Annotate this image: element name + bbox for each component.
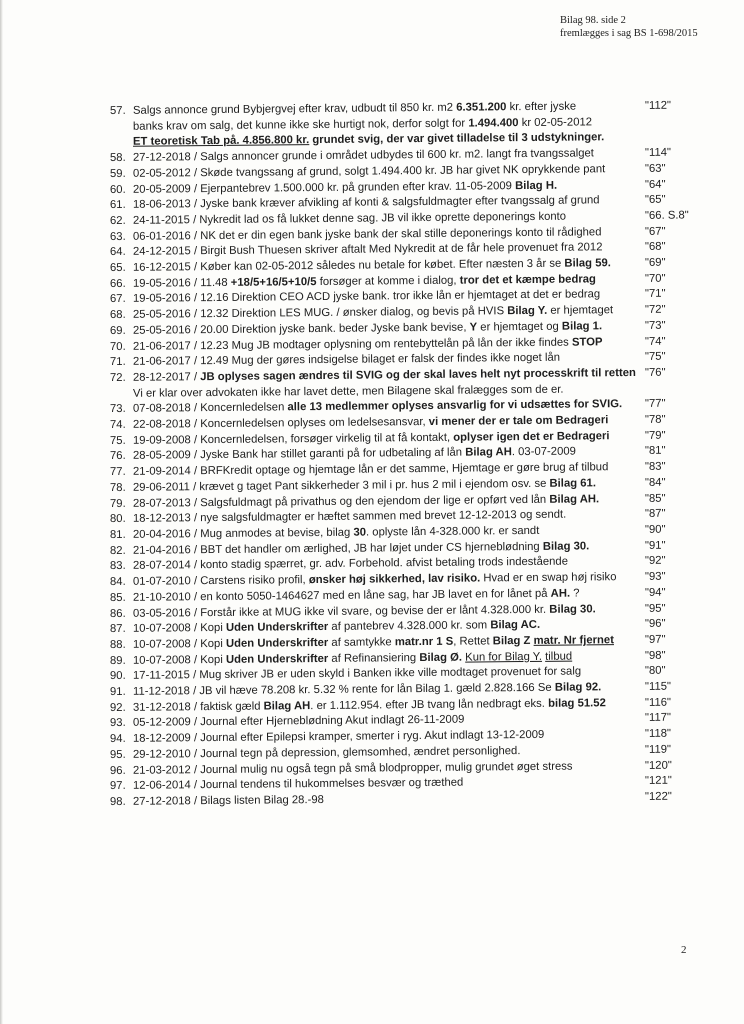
emphasis-text: Bilag 92. <box>554 681 602 694</box>
text-run: 28-05-2009 / Jyske Bank har stillet garanti på for udbetaling af lån <box>132 447 466 463</box>
item-number: 95. <box>109 748 126 761</box>
item-number: 58. <box>109 151 126 165</box>
text-run: 03-05-2016 / Forstår ikke at MUG ikke vil svare, og bevise der er lånt 4.328.000 kr. <box>132 603 550 620</box>
emphasis-text: alle 13 medlemmer oplyses ansvarlig for vi udsættes for SVIG. <box>287 398 623 414</box>
item-reference: "68" <box>644 240 666 254</box>
item-reference: "63" <box>644 162 666 175</box>
item-text <box>133 147 594 163</box>
emphasis-text: Bilag AH <box>465 446 512 460</box>
text-run: kr 02-05-2012 <box>518 116 593 129</box>
item-text <box>133 587 580 603</box>
item-text <box>133 603 596 619</box>
text-run: . oplyste lån 4-328.000 kr. er sandt <box>365 524 540 539</box>
emphasis-text: vi mener der er tale om Bedrageri <box>428 414 609 429</box>
item-text <box>133 132 604 149</box>
emphasis-text: ønsker høj sikkerhed, lav risiko. <box>308 572 481 587</box>
item-reference: "70" <box>644 272 666 285</box>
emphasis-text: Bilag H. <box>514 179 558 192</box>
item-number: 57. <box>109 104 126 117</box>
item-text <box>133 179 557 195</box>
item-text <box>133 493 599 509</box>
text-run: 27-12-2018 / Salgs annoncer grunde i området udbydes til 600 kr. m2. langt fra tvangssalget <box>132 147 594 164</box>
text-run: 21-06-2017 / 12.49 Mug der gøres indsigelse bilaget er falsk der findes ikke noget lån <box>132 351 561 369</box>
item-reference: "96" <box>644 617 666 631</box>
item-text <box>133 101 576 117</box>
text-run: banks krav om salg, det kunne ikke ske hurtigt nok, derfor solgt for <box>132 117 469 133</box>
item-reference: "69" <box>644 256 666 269</box>
item-text <box>133 745 521 761</box>
item-text <box>133 760 573 776</box>
item-reference: "91" <box>644 539 666 552</box>
item-reference: "79" <box>644 429 666 442</box>
item-text <box>133 714 464 729</box>
text-run: Salgs annonce grund Bybjergvej efter krav, udbudt til 850 kr. m2 <box>132 101 457 117</box>
item-reference: "66. S.8" <box>644 209 689 222</box>
emphasis-text: Uden Underskrifter <box>225 636 329 650</box>
item-reference: "75" <box>644 350 666 364</box>
emphasis-text: 30 <box>353 526 367 539</box>
item-text <box>133 242 603 259</box>
item-reference: "93" <box>644 570 666 583</box>
item-number: 88. <box>109 638 126 651</box>
item-text <box>133 352 560 368</box>
emphasis-text: ET teoretisk Tab på. 4.856.800 kr. <box>132 134 310 149</box>
item-number: 76. <box>109 450 126 463</box>
item-text <box>133 619 540 635</box>
item-number: 96. <box>109 764 126 777</box>
text-run: 21-04-2016 / BBT det handler om ærlighed, JB har løjet under CS hjerneblødning <box>132 540 543 557</box>
item-text <box>133 509 566 525</box>
item-number: 65. <box>109 261 126 275</box>
text-run: 21-03-2012 / Journal mulig nu også tegn på små blodpropper, mulig grundet øget stress <box>132 760 573 777</box>
emphasis-text: Uden Underskrifter <box>225 621 329 635</box>
item-reference: "73" <box>644 319 666 332</box>
item-number: 66. <box>109 277 126 290</box>
item-number: 91. <box>109 685 126 699</box>
item-text <box>133 446 576 462</box>
text-run: tilbud <box>545 650 573 663</box>
item-number: 82. <box>109 544 126 557</box>
item-text <box>133 650 572 666</box>
text-run: 16-12-2015 / Køber kan 02-05-2012 således nu betale for købet. Efter næsten 3 år se <box>132 257 565 274</box>
text-run: 17-11-2015 / Mug skriver JB er uden skyld i Banken ikke ville modtaget provenuet for salg <box>132 665 582 683</box>
emphasis-text: JB oplyses sagen ændres til SVIG og der skal laves helt nyt processkrift til retten <box>200 366 636 384</box>
item-text <box>133 634 614 651</box>
item-reference: "90" <box>644 523 666 536</box>
text-run: 25-05-2016 / 20.00 Direktion jyske bank. beder Jyske bank bevise, <box>132 321 470 337</box>
item-number: 90. <box>109 670 126 683</box>
page-header <box>560 14 698 40</box>
item-text <box>133 383 564 399</box>
item-number: 83. <box>109 560 126 573</box>
text-run: 11-12-2018 / JB vil hæve 78.208 kr. 5.32 % rente for lån Bilag 1. gæld 2.828.166 Se <box>132 681 555 698</box>
text-run: 19-09-2008 / Koncernledelsen, forsøger virkelig til at få kontakt, <box>132 431 454 447</box>
emphasis-text: matr.nr 1 S <box>394 635 454 649</box>
scan-edge <box>0 0 3 1024</box>
item-reference: "81" <box>644 445 666 458</box>
item-reference: "92" <box>644 555 666 568</box>
item-number: 80. <box>109 513 126 526</box>
text-run: 06-01-2016 / NK det er din egen bank jyske bank der skal stille deponerings konto til rådighed <box>132 225 602 243</box>
text-run: 20-05-2009 / Ejerpantebrev 1.500.000 kr. på grunden efter krav. 11-05-2009 <box>132 179 516 196</box>
item-text <box>133 226 602 242</box>
item-text <box>133 794 324 808</box>
item-text <box>133 681 601 697</box>
item-reference: "97" <box>644 633 666 646</box>
text-run: . 03-07-2009 <box>511 445 576 459</box>
item-text <box>133 320 602 337</box>
emphasis-text: 6.351.200 <box>456 101 507 114</box>
page-number: 2 <box>681 944 687 956</box>
emphasis-text: tror det et kæmpe bedrag <box>459 273 596 287</box>
item-reference: "94" <box>644 586 666 599</box>
item-number: 69. <box>109 324 126 337</box>
text-run: af pantebrev 4.328.000 kr. som <box>328 619 491 634</box>
item-number: 93. <box>109 717 126 730</box>
item-reference: "122" <box>644 790 672 803</box>
header-bilag-line: Bilag 98. side 2 <box>560 15 626 26</box>
item-number: 62. <box>109 214 126 227</box>
emphasis-text: STOP <box>571 335 603 349</box>
emphasis-text: Bilag 30. <box>542 540 590 553</box>
item-reference: "84" <box>644 476 666 489</box>
text-run: 21-09-2014 / BRFKredit optage og hjemtage lån er det samme, Hjemtage er gøre brug af tilbud <box>132 461 609 478</box>
item-text <box>133 666 581 682</box>
item-number: 86. <box>109 607 126 620</box>
item-reference: "77" <box>644 398 666 411</box>
item-text <box>133 367 636 384</box>
text-run: er hjemtaget <box>547 304 614 317</box>
item-text <box>133 116 592 132</box>
text-run: 22-08-2018 / Koncernledelsen oplyses om ledelsesansvar, <box>132 416 429 431</box>
text-run: 10-07-2008 / Kopi <box>132 653 226 667</box>
header-case-line: fremlægges i sag BS 1-698/2015 <box>560 28 698 39</box>
text-run: 19-05-2016 / 12.16 Direktion CEO ACD jyske bank. tror ikke lån er hjemtaget at det er bedrag <box>132 288 601 306</box>
text-run: 12-06-2014 / Journal tendens til hukommelses besvær og træthed <box>132 776 464 793</box>
item-number: 59. <box>109 167 126 180</box>
item-reference: "76" <box>644 366 666 379</box>
text-run: 25-05-2016 / 12.32 Direktion LES MUG. / ønsker dialog, og bevis på HVIS <box>132 305 508 321</box>
text-run: af Refinansiering <box>328 651 420 665</box>
text-run: 10-07-2008 / Kopi <box>132 637 226 651</box>
item-reference: "80" <box>644 664 666 678</box>
item-number: 85. <box>109 591 126 604</box>
item-text <box>133 257 611 274</box>
text-run: 29-06-2011 / krævet g taget Pant sikkerheder 3 mil i pr. hus 2 mil i ejendom osv. se <box>132 477 550 494</box>
item-number: 92. <box>109 701 126 714</box>
text-run: Hvad er en swap høj risiko <box>480 571 617 585</box>
emphasis-text: +18/5+16/5+10/5 <box>230 275 317 289</box>
text-run: 27-12-2018 / Bilags listen Bilag 28.-98 <box>132 793 324 808</box>
text-run: 18-12-2013 / nye salgsfuldmagter er hæftet sammen med brevet 12-12-2013 og sendt. <box>132 508 567 526</box>
emphasis-text: Bilag 59. <box>564 257 611 270</box>
emphasis-text: oplyser igen det er Bedrageri <box>453 429 610 444</box>
emphasis-text: Bilag AC. <box>490 619 541 632</box>
item-number: 73. <box>109 403 126 416</box>
item-number: 61. <box>109 199 126 212</box>
item-reference: "83" <box>644 460 666 474</box>
text-run: 05-12-2009 / Journal efter Hjerneblødning Akut indlagt 26-11-2009 <box>132 714 465 730</box>
text-run: 21-10-2010 / en konto 5050-1464627 med en låne sag, har JB lavet en for lånet på <box>132 587 551 604</box>
item-number: 68. <box>109 308 126 322</box>
item-reference: "95" <box>644 602 666 615</box>
text-run: Vi er klar over advokaten ikke har lavet dette, men Bilagene skal fralægges som de er. <box>132 383 564 400</box>
text-run: 29-12-2010 / Journal tegn på depression, glemsomhed, ændret personlighed. <box>132 744 521 761</box>
item-text <box>133 211 566 227</box>
item-reference: "87" <box>644 507 666 521</box>
item-number: 77. <box>109 466 126 479</box>
emphasis-text: Y <box>469 321 478 334</box>
text-run: . er 1.112.954. efter JB tvang lån nedbragt eks. <box>310 697 549 712</box>
item-reference: "117" <box>644 712 672 725</box>
item-number: 64. <box>109 246 126 259</box>
item-reference: "85" <box>644 492 666 505</box>
text-run: er hjemtaget og <box>477 320 562 334</box>
item-text <box>133 414 608 431</box>
item-number: 75. <box>109 434 126 447</box>
item-text <box>133 336 603 353</box>
item-text <box>133 398 622 415</box>
emphasis-text: Bilag AH. <box>549 492 600 506</box>
item-reference: "115" <box>644 680 672 693</box>
item-reference: "114" <box>644 146 672 159</box>
text-run: ? <box>570 587 580 600</box>
item-number: 84. <box>109 575 126 589</box>
emphasis-text: Bilag 30. <box>549 602 596 616</box>
text-run: 21-06-2017 / 12.23 Mug JB modtager oplysning om rentebyttelån på lån der ikke findes <box>132 336 572 353</box>
emphasis-text: grundet svig, der var givet tilladelse til 3 udstykninger. <box>309 131 605 147</box>
text-run: 28-07-2014 / konto stadig spærret, gr. adv. Forbehold. afvist betaling trods indestående <box>132 555 569 573</box>
item-text <box>133 304 613 321</box>
item-number: 81. <box>109 528 126 541</box>
item-number: 63. <box>109 230 126 243</box>
item-reference: "65" <box>644 193 666 207</box>
item-reference: "78" <box>644 413 666 426</box>
emphasis-text: Bilag Y. <box>507 304 548 318</box>
text-run: 28-07-2013 / Salgsfuldmagt på privathus og den ejendom der lige er opført ved lån <box>132 493 550 510</box>
item-text <box>133 195 600 211</box>
item-number: 94. <box>109 732 126 746</box>
text-run: 01-07-2010 / Carstens risiko profil, <box>132 574 309 588</box>
text-run: 18-12-2009 / Journal efter Epilepsi kramper, smerter i ryg. Akut indlagt 13-12-2009 <box>132 728 545 745</box>
item-reference: "98" <box>644 649 666 662</box>
item-text <box>133 461 608 478</box>
text-run: , Rettet <box>453 635 493 648</box>
item-text <box>133 777 463 792</box>
emphasis-text: AH. <box>550 587 571 600</box>
item-text <box>133 571 617 588</box>
item-reference: "64" <box>644 178 666 191</box>
text-run: 24-12-2015 / Birgit Bush Thuesen skriver aftalt Med Nykredit at de får hele provenuet fra 2012 <box>132 241 603 259</box>
item-number: 98. <box>109 795 126 808</box>
emphasis-text: Bilag 61. <box>549 477 597 490</box>
item-text <box>133 289 600 305</box>
emphasis-text: matr. Nr fjernet <box>533 634 614 647</box>
item-reference: "112" <box>644 99 672 112</box>
text-run: Kun for Bilag Y. <box>465 650 543 664</box>
emphasis-text: Uden Underskrifter <box>225 652 329 666</box>
emphasis-text: 1.494.400 <box>468 116 519 130</box>
item-reference: "121" <box>644 774 672 788</box>
item-number: 74. <box>109 418 126 432</box>
item-text <box>133 556 568 572</box>
item-reference: "116" <box>644 696 672 709</box>
item-number: 97. <box>109 780 126 793</box>
text-run: 18-06-2013 / Jyske bank kræver afvikling af konti & salgsfuldmagter efter tvangssalg af grund <box>132 194 600 211</box>
emphasis-text: Bilag AH <box>263 699 311 713</box>
item-reference: "74" <box>644 335 666 348</box>
emphasis-text: Bilag Z <box>492 634 531 648</box>
item-number: 79. <box>109 497 126 510</box>
text-run: 24-11-2015 / Nykredit lad os få lukket denne sag. JB vil ikke oprette deponerings konto <box>132 210 567 227</box>
item-text <box>133 729 544 745</box>
emphasis-text: Bilag 1. <box>561 320 603 333</box>
item-number: 71. <box>109 356 126 369</box>
item-number: 87. <box>109 623 126 636</box>
item-text <box>133 163 605 180</box>
text-run: 19-05-2016 / 11.48 <box>132 276 231 290</box>
text-run: 07-08-2018 / Koncernledelsen <box>132 401 288 416</box>
item-number: 72. <box>109 371 126 384</box>
text-run: kr. efter jyske <box>506 100 577 114</box>
item-number: 67. <box>109 293 126 306</box>
text-run: 31-12-2018 / faktisk gæld <box>132 700 264 714</box>
item-reference: "67" <box>644 225 666 238</box>
item-text <box>133 540 589 556</box>
item-text <box>133 525 539 541</box>
text-run: 02-05-2012 / Skøde tvangssang af grund, solgt 1.494.400 kr. JB har givet NK oprykkende pant <box>132 163 606 180</box>
item-number: 78. <box>109 481 126 494</box>
item-reference: "118" <box>644 727 672 740</box>
item-number: 70. <box>109 340 126 353</box>
text-run: 28-12-2017 / <box>132 371 201 384</box>
emphasis-text: Bilag Ø. <box>419 651 463 664</box>
entry-list <box>109 99 700 811</box>
item-reference: "72" <box>644 303 666 317</box>
item-text <box>133 477 596 493</box>
item-number: 89. <box>109 654 126 667</box>
text-run: 10-07-2008 / Kopi <box>132 622 226 635</box>
item-reference: "119" <box>644 743 672 756</box>
text-run: af samtykke <box>328 636 395 649</box>
item-reference: "120" <box>644 759 672 772</box>
text-run: forsøger at komme i dialog, <box>316 274 460 288</box>
emphasis-text: bilag 51.52 <box>548 696 606 710</box>
item-number: 60. <box>109 183 126 196</box>
text-run: 20-04-2016 / Mug anmodes at bevise, bilag <box>132 526 354 541</box>
item-reference: "71" <box>644 288 666 301</box>
